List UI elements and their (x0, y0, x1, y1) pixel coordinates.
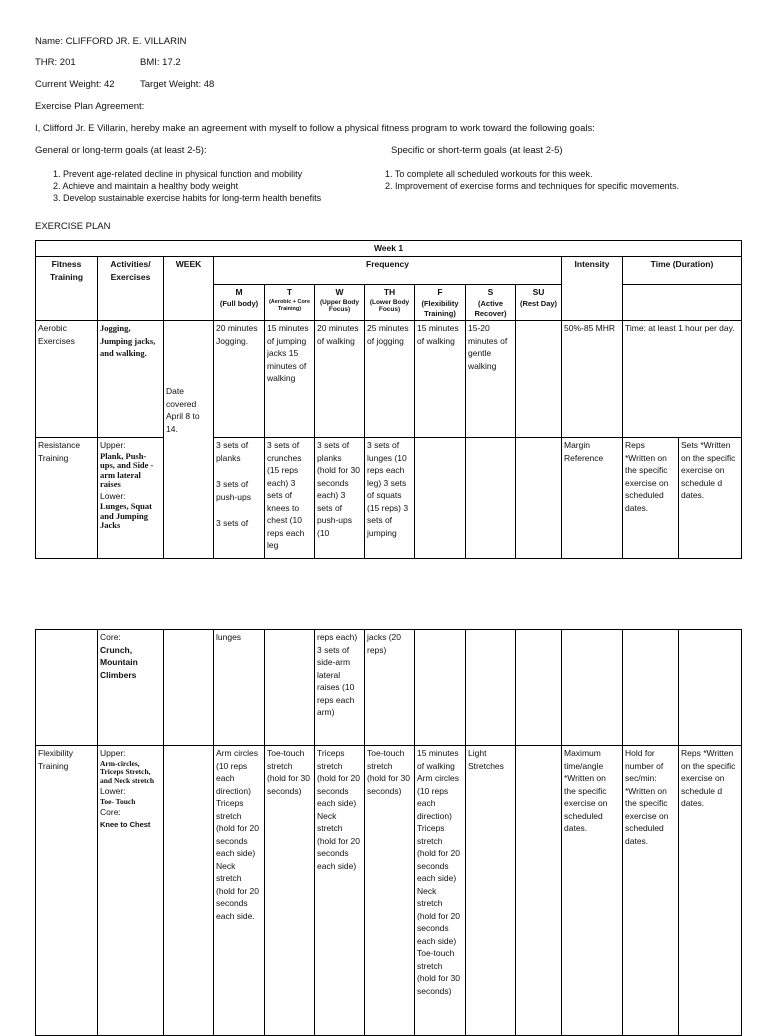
activities-header: Activities/ Exercises (98, 257, 164, 321)
resistance-lower-label: Lower: (100, 490, 126, 501)
flexibility-monday: Arm circles (10 reps each direction) Triceps stretch (hold for 20 seconds each side) Neck stretch (hold for 20 seconds each side. (214, 746, 265, 1036)
time-header: Time (Duration) (623, 257, 742, 285)
aerobic-sunday (516, 321, 562, 438)
resistance-cont-activities (98, 630, 164, 746)
resistance-upper: Plank, Push-ups, and Side -arm lateral raises (100, 450, 154, 489)
flexibility-lower: Toe- Touch (100, 796, 136, 806)
time-subheader-blank (623, 285, 742, 321)
resistance-sets: Sets *Written on the specific exercise on schedule d dates. (679, 438, 742, 559)
resistance-cont-sunday (516, 630, 562, 746)
target-weight: Target Weight: 48 (140, 79, 215, 90)
aerobic-monday: 20 minutes Jogging. (214, 321, 265, 438)
day-sunday: SU (Rest Day) (516, 285, 562, 321)
aerobic-wednesday: 20 minutes of walking (315, 321, 365, 438)
resistance-lower: Lunges, Squat and Jumping Jacks (100, 501, 152, 530)
resistance-cont-reps (623, 630, 679, 746)
general-goal-1: 1. Prevent age-related decline in physical function and mobility (53, 169, 303, 179)
flexibility-label: Flexibility Training (36, 746, 98, 1036)
flexibility-thursday: Toe-touch stretch (hold for 30 seconds) (365, 746, 415, 1036)
aerobic-label: Aerobic Exercises (36, 321, 98, 438)
general-goals-title: General or long-term goals (at least 2-5): (35, 145, 207, 156)
resistance-core: Crunch, Mountain Climbers (100, 644, 138, 680)
resistance-sunday (516, 438, 562, 559)
resistance-reps: Reps *Written on the specific exercise on scheduled dates. (623, 438, 679, 559)
resistance-cont-intensity (562, 630, 623, 746)
resistance-monday: 3 sets of planks 3 sets of push-ups 3 sets of (214, 438, 265, 559)
resistance-cont-saturday (466, 630, 516, 746)
flexibility-week (164, 746, 214, 1036)
flexibility-friday: 15 minutes of walking Arm circles (10 reps each direction) Triceps stretch (hold for 20 seconds each side) Neck stretch (hold for 20 seconds each side) Toe-touch stretch (hold for 30 seconds) (415, 746, 466, 1036)
resistance-thursday: 3 sets of lunges (10 reps each leg) 3 sets of squats (15 reps) 3 sets of jumping (365, 438, 415, 559)
day-saturday: S (Active Recover) (466, 285, 516, 321)
resistance-intensity: Margin Reference (562, 438, 623, 559)
resistance-cont-monday: lunges (214, 630, 265, 746)
week-header: WEEK (164, 257, 214, 321)
resistance-cont-label (36, 630, 98, 746)
general-goal-3: 3. Develop sustainable exercise habits for long-term health benefits (53, 193, 322, 203)
week-title: Week 1 (36, 241, 742, 257)
resistance-wednesday: 3 sets of planks (hold for 30 seconds each) 3 sets of push-ups (10 (315, 438, 365, 559)
aerobic-intensity: 50%-85 MHR (562, 321, 623, 438)
resistance-cont-week (164, 630, 214, 746)
flexibility-upper: Arm-circles, Triceps Stretch, and Neck stretch (100, 758, 155, 785)
exercise-plan-table (35, 240, 742, 559)
flexibility-core: Knee to Chest (100, 819, 151, 829)
day-thursday: TH (Lower Body Focus) (365, 285, 415, 321)
resistance-core-label: Core: (100, 632, 121, 642)
specific-goal-2: 2. Improvement of exercise forms and techniques for specific movements. (385, 181, 680, 191)
resistance-cont-thursday: jacks (20 reps) (365, 630, 415, 746)
flexibility-reps: Reps *Written on the specific exercise on schedule d dates. (679, 746, 742, 1036)
day-wednesday: W (Upper Body Focus) (315, 285, 365, 321)
day-tuesday: T (Aerobic + Core Training) (265, 285, 315, 321)
agreement-title: Exercise Plan Agreement: (35, 101, 145, 112)
resistance-cont-wednesday: reps each) 3 sets of side-arm lateral raises (10 reps each arm) (315, 630, 365, 746)
aerobic-tuesday: 15 minutes of jumping jacks 15 minutes of walking (265, 321, 315, 438)
resistance-cont-friday (415, 630, 466, 746)
exercise-plan-table-continued (35, 629, 742, 1036)
flexibility-wednesday: Triceps stretch (hold for 20 seconds each side) Neck stretch (hold for 20 seconds each side) (315, 746, 365, 1036)
student-name: Name: CLIFFORD JR. E. VILLARIN (35, 36, 187, 47)
resistance-saturday (466, 438, 516, 559)
flexibility-sunday (516, 746, 562, 1036)
day-friday: F (Flexibility Training) (415, 285, 466, 321)
flexibility-saturday: Light Stretches (466, 746, 516, 1036)
exercise-plan-title: EXERCISE PLAN (35, 221, 111, 232)
day-monday: M (Full body) (214, 285, 265, 321)
agreement-text: I, Clifford Jr. E Villarin, hereby make an agreement with myself to follow a physical fitness program to work toward the following goals: (35, 123, 595, 134)
specific-goals-title: Specific or short-term goals (at least 2-5) (391, 145, 563, 156)
flexibility-activities: Upper: Arm-circles, Triceps Stretch, and Neck stretch Lower: Toe- Touch Core: Knee to Chest (98, 746, 164, 1036)
frequency-header: Frequency (214, 257, 562, 285)
aerobic-activities: Jogging, Jumping jacks, and walking. (98, 321, 164, 438)
flexibility-hold: Hold for number of sec/min: *Written on the specific exercise on scheduled dates. (623, 746, 679, 1036)
resistance-activities (98, 438, 164, 559)
general-goal-2: 2. Achieve and maintain a healthy body weight (53, 181, 239, 191)
flexibility-tuesday: Toe-touch stretch (hold for 30 seconds) (265, 746, 315, 1036)
flexibility-intensity: Maximum time/angle *Written on the specific exercise on scheduled dates. (562, 746, 623, 1036)
current-weight: Current Weight: 42 (35, 79, 115, 90)
aerobic-friday: 15 minutes of walking (415, 321, 466, 438)
aerobic-saturday: 15-20 minutes of gentle walking (466, 321, 516, 438)
resistance-cont-tuesday (265, 630, 315, 746)
resistance-upper-label: Upper: (100, 440, 126, 450)
week-date-covered: Date covered April 8 to 14. (164, 321, 214, 559)
bmi-value: BMI: 17.2 (140, 57, 181, 68)
specific-goal-1: 1. To complete all scheduled workouts for this week. (385, 169, 593, 179)
intensity-header: Intensity (562, 257, 623, 321)
resistance-label: Resistance Training (36, 438, 98, 559)
aerobic-time: Time: at least 1 hour per day. (623, 321, 742, 438)
resistance-friday (415, 438, 466, 559)
resistance-tuesday: 3 sets of crunches (15 reps each) 3 sets of knees to chest (10 reps each leg (265, 438, 315, 559)
resistance-cont-sets (679, 630, 742, 746)
thr-value: THR: 201 (35, 57, 76, 68)
aerobic-thursday: 25 minutes of jogging (365, 321, 415, 438)
fitness-training-header: Fitness Training (36, 257, 98, 321)
